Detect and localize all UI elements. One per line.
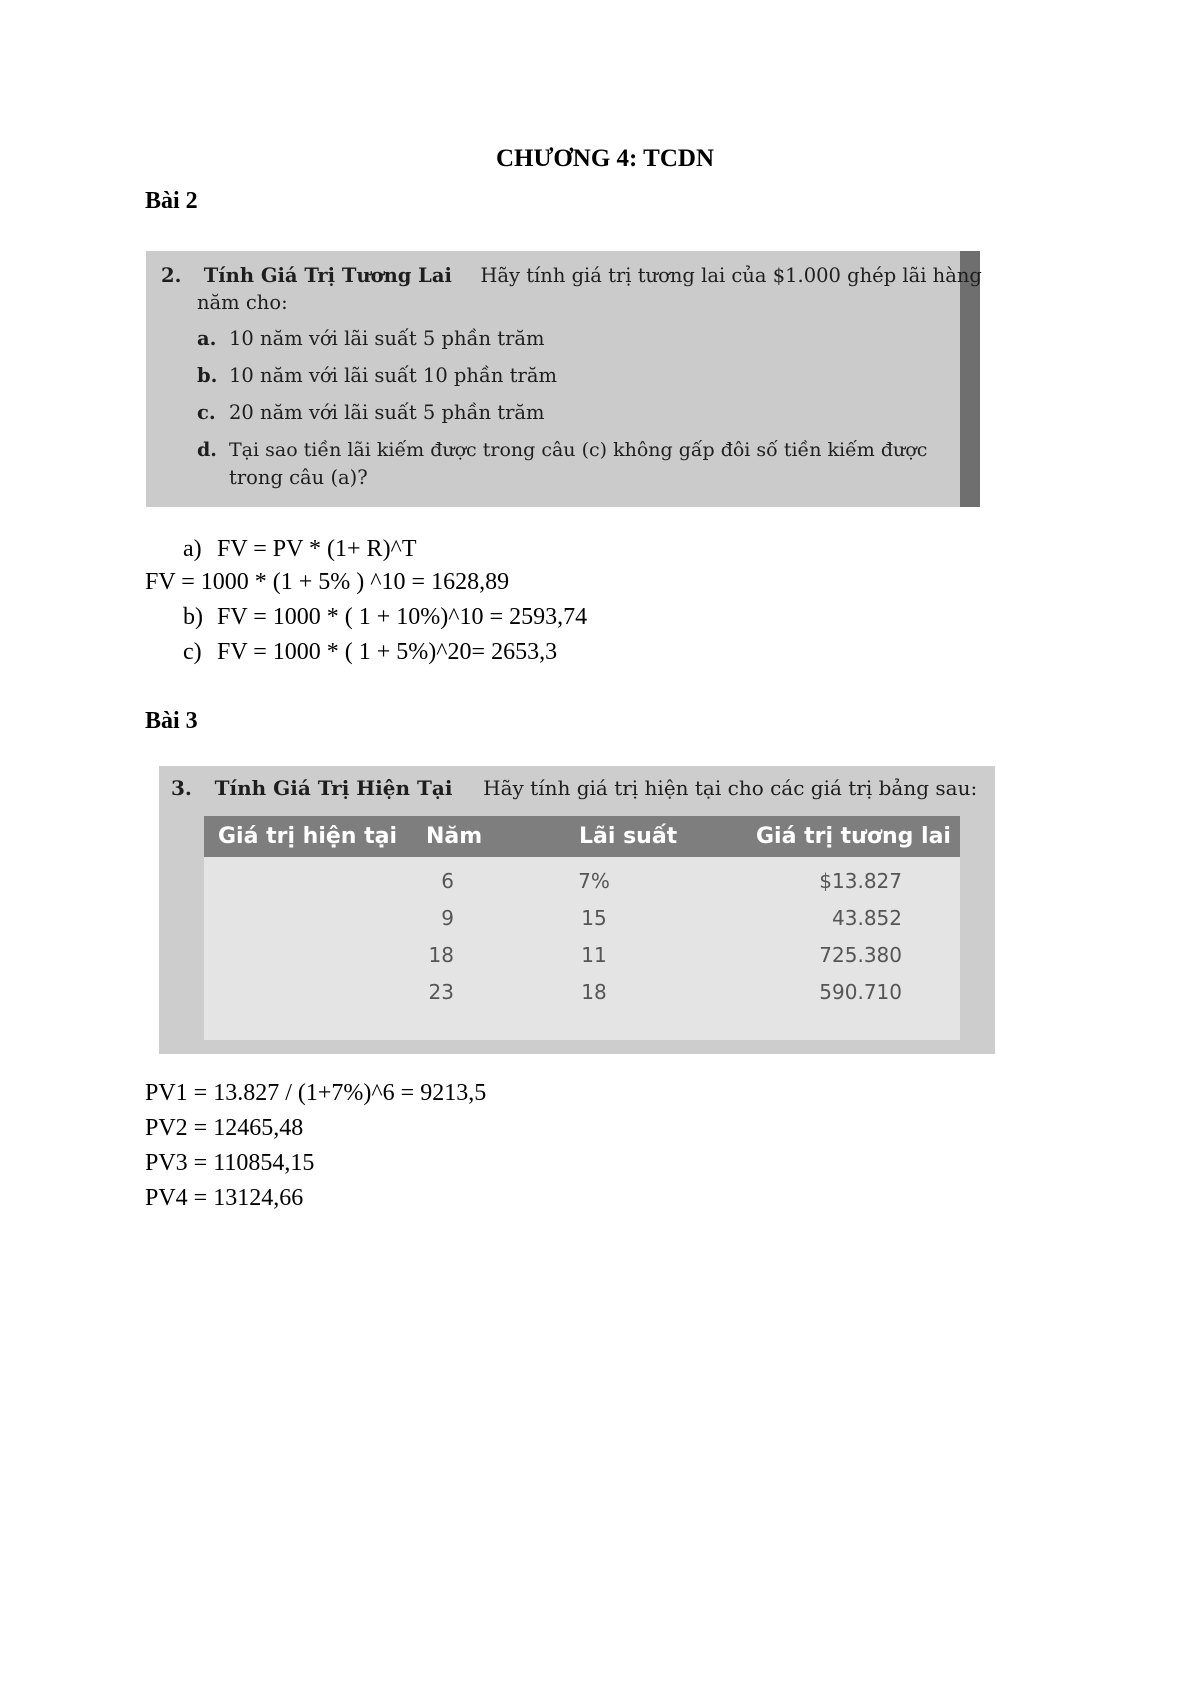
problem-2-item-b: [197, 364, 557, 387]
item-c-text: 20 năm với lãi suất 5 phần trăm: [229, 401, 545, 424]
cell-future-value: 725.380: [819, 943, 902, 967]
pv-table: [204, 816, 960, 1040]
header-future-value: Giá trị tương lai: [756, 824, 951, 849]
item-d-label: d.: [197, 439, 217, 461]
solution-b-calc: FV = 1000 * ( 1 + 10%)^10 = 2593,74: [217, 604, 588, 630]
table-row: [204, 863, 960, 900]
solution-c-label: c): [183, 639, 202, 665]
item-a-text: 10 năm với lãi suất 5 phần trăm: [229, 327, 545, 350]
pv-solution-2: PV2 = 12465,48: [145, 1115, 304, 1141]
item-a-label: a.: [197, 327, 217, 350]
solution-b: [183, 604, 587, 631]
cell-interest-rate: 15: [581, 906, 607, 930]
header-year: Năm: [426, 824, 483, 849]
cell-future-value: 590.710: [819, 980, 902, 1004]
problem-3-number: 3.: [171, 776, 192, 800]
header-present-value: Giá trị hiện tại: [218, 824, 398, 849]
problem-3-intro: Hãy tính giá trị hiện tại cho các giá trị bảng sau:: [483, 776, 978, 800]
cell-future-value: 43.852: [832, 906, 902, 930]
header-interest-rate: Lãi suất: [579, 824, 678, 849]
problem-2-item-d: [197, 439, 927, 461]
table-header: [204, 816, 960, 857]
item-b-label: b.: [197, 364, 218, 387]
page-title: CHƯƠNG 4: TCDN: [495, 145, 715, 172]
item-c-label: c.: [197, 401, 216, 424]
pv-solution-4: PV4 = 13124,66: [145, 1185, 304, 1211]
problem-2-title: Tính Giá Trị Tương Lai: [203, 264, 452, 287]
cell-interest-rate: 18: [581, 980, 607, 1004]
solution-a-formula-text: FV = PV * (1+ R)^T: [217, 536, 417, 562]
cell-year: 18: [428, 943, 454, 967]
solution-a-calc: FV = 1000 * (1 + 5% ) ^10 = 1628,89: [145, 569, 510, 595]
cell-year: 23: [428, 980, 454, 1004]
problem-2-number: 2.: [161, 264, 182, 287]
section-heading-bai-2: Bài 2: [145, 188, 198, 214]
cell-future-value: $13.827: [819, 869, 902, 893]
problem-3-title: Tính Giá Trị Hiện Tại: [214, 776, 453, 800]
problem-2-item-d-continued: trong câu (a)?: [229, 466, 368, 489]
cell-interest-rate: 11: [581, 943, 607, 967]
pv-solution-3: PV3 = 110854,15: [145, 1150, 315, 1176]
solution-b-label: b): [183, 604, 203, 630]
problem-3-title-line: [171, 776, 977, 800]
item-b-text: 10 năm với lãi suất 10 phần trăm: [229, 364, 557, 387]
problem-2-title-line: [161, 264, 982, 287]
section-heading-bai-3: Bài 3: [145, 708, 198, 734]
cell-interest-rate: 7%: [578, 869, 610, 893]
problem-box-3: [159, 766, 995, 1054]
problem-2-intro-continued: năm cho:: [197, 291, 288, 314]
solution-c: [183, 639, 557, 666]
solution-c-calc: FV = 1000 * ( 1 + 5%)^20= 2653,3: [217, 639, 558, 665]
problem-box-2: [146, 251, 980, 507]
pv-solution-1: PV1 = 13.827 / (1+7%)^6 = 9213,5: [145, 1080, 487, 1106]
problem-box-accent-bar: [960, 251, 980, 507]
solution-a-formula: [183, 536, 416, 563]
problem-2-item-a: [197, 327, 545, 350]
table-row: [204, 974, 960, 1011]
table-row: [204, 937, 960, 974]
problem-2-intro: Hãy tính giá trị tương lai của $1.000 ghép lãi hàng: [480, 264, 982, 287]
solution-a-label: a): [183, 536, 202, 562]
cell-year: 9: [441, 906, 454, 930]
cell-year: 6: [441, 869, 454, 893]
problem-2-item-c: [197, 401, 545, 424]
item-d-text: Tại sao tiền lãi kiếm được trong câu (c) không gấp đôi số tiền kiếm được: [229, 439, 928, 461]
table-row: [204, 900, 960, 937]
